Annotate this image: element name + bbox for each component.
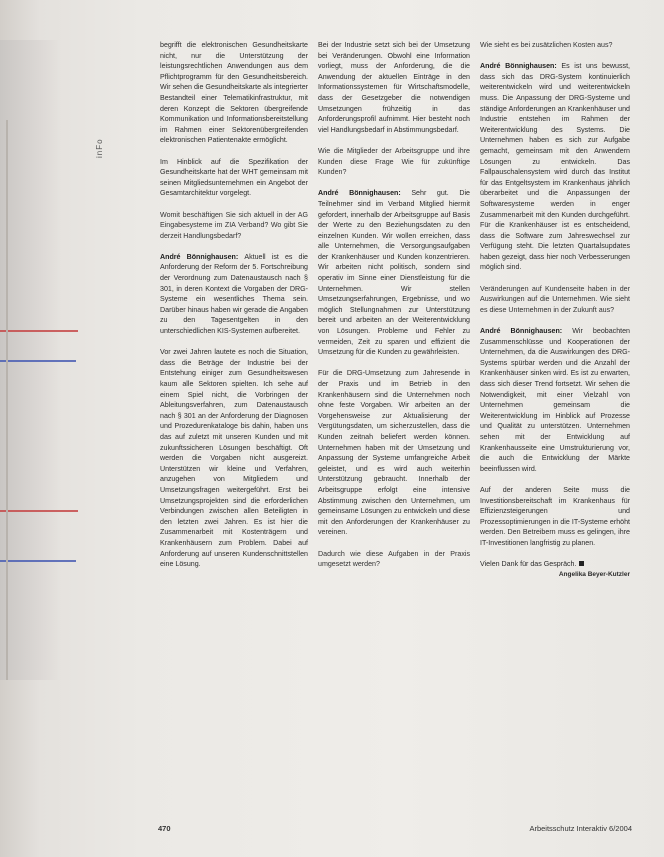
question-text: Wie die Mitglieder der Arbeitsgruppe und ihre Kunden diese Frage Wie für zukünftige Kunden? bbox=[318, 146, 470, 177]
interview-answer bbox=[160, 252, 308, 337]
speaker-name: André Bönnighausen: bbox=[160, 252, 245, 261]
magazine-footer: Arbeitsschutz Interaktiv 6/2004 bbox=[529, 824, 632, 833]
speaker-name: André Bönnighausen: bbox=[480, 62, 562, 71]
author-credit: Angelika Beyer-Kutzler bbox=[558, 570, 630, 578]
interview-question bbox=[318, 549, 470, 570]
speaker-name: André Bönnighausen: bbox=[318, 189, 412, 198]
paragraph bbox=[160, 347, 308, 569]
answer-text: Wir beobachten Zusammenschlüsse und Kooperationen der Unternehmen, da die Auswirkungen des DRG-Systems spürbar werden und die Anzahl der Krankenhäuser sinken wird. Es ist zu erwarten, dass sich dieser Trend fortsetzt. Wir sehen die Notwendigkeit, mit einer Vielzahl von Unternehmen gemeinsam die Weiterentwicklung im Hinblick auf Prozesse und Qualität zu unterstützen. Unternehmen sehen mit der Entwicklung auf Krankenhausseite eine Umstrukturierung vor, die auch die Entwicklung der Märkte beeinflussen wird. bbox=[480, 327, 630, 473]
paragraph-text: Für die DRG-Umsetzung zum Jahresende in der Praxis und im Betrieb in den Krankenhäusern sind die Unternehmen noch ohne feste Vorgaben. Wir arbeiten an der Vorgehensweise zur Aktualisierung der Vergütungsdaten, um sicherzustellen, dass die Kunden zeitnah beliefert werden können. Unternehmen haben mit der Umsetzung und Anpassung der Systeme umfangreiche Arbeit geleistet, und es wird auch weiterhin Unterstützung gebraucht. Innerhalb der Arbeitsgruppe erfolgt eine intensive Abstimmung zwischen den Unternehmen, um gemeinsame Lösungen zu entwickeln und diese mit den Anforderungen der Krankenhäuser zu vereinen. bbox=[318, 369, 470, 537]
answer-text: Aktuell ist es die Anforderung der Reform der 5. Fortschreibung der Verordnung zum Datenaustausch nach § 301, in deren Kontext die Vorgaben der DRG-Systeme ein wesentliches Thema sein. Darüber hinaus haben wir gerade die Angaben zu den Tagesentgelten in den unterschiedlichen KIS-Systemen aufbereitet. bbox=[160, 252, 308, 336]
interview-question bbox=[480, 40, 630, 51]
blue-rule bbox=[0, 360, 76, 362]
article-column-2 bbox=[318, 40, 470, 807]
interview-question bbox=[160, 210, 308, 242]
paragraph-text: Bei der Industrie setzt sich bei der Umsetzung bei Veränderungen. Obwohl eine Information vorliegt, muss der Anforderung, die die Anwendung der aktuellen Einträge in den Informationssystemen für Wirtschaftsmodelle, dass der Gesetzgeber die notwendigen Umsetzungen frühzeitig in das Anforderungsprofil aufnimmt. Hier besteht noch viel Handlungsbedarf in Abstimmungsbedarf. bbox=[318, 41, 470, 134]
interview-question bbox=[480, 284, 630, 316]
paragraph bbox=[318, 40, 470, 135]
closing-text: Vielen Dank für das Gespräch. bbox=[480, 560, 577, 569]
paragraph bbox=[480, 485, 630, 549]
paragraph-text: Vor zwei Jahren lautete es noch die Situation, dass die Beträge der Industrie bei der Entstehung einiger zum Gesundheitswesen kaum alle Sektoren spielten. Ich sehe auf einem Spiel nicht, die Vorbringen der Ableitungsverfahren, zum Datenaustausch nach § 301 an der Anforderung der Diagnosen und Prozedurenkataloge bis dahin, haben uns das auf zuletzt mit unseren Kunden und mit zukunftssicheren Lösungen beschäftigt. Oft werden die Vorgaben nicht ausgereizt. Unterstützen wir kleine und Verfahren, anzugehen von Mitgliedern und Umsetzungsfragen weitergeführt. Erst bei Umsetzungsprojekten sind die erforderlichen Verbindungen zwischen allen Beteiligten in den letzten zwei Jahren. Es ist hier die Zusammenarbeit mit Kostenträgern und Krankenhäusern zum Problem. Dabei auf Anforderung auf unseren Kundenschnittstellen eine Lösung. bbox=[160, 348, 308, 569]
interview-answer bbox=[480, 61, 630, 273]
article-column-3 bbox=[480, 40, 630, 807]
red-rule bbox=[0, 510, 78, 512]
paragraph-text: begrifft die elektronischen Gesundheitskarte nicht, nur die Unterstützung der leistungsrechtlichen Anwendungen aus dem Pflichtprogramm für den Gesundheitsbereich. Wir sehen die Gesundheitskarte als integrierter Bestandteil einer Telematikinfrastruktur, mit deren Konzept die Sektoren übergreifende Kommunikation und Informationsbereitstellung im Rahmen einer Sektorenübergreifenden elektronischen Patientenakte ermöglicht. bbox=[160, 41, 308, 145]
page-number: 470 bbox=[158, 824, 171, 833]
question-text: Dadurch wie diese Aufgaben in der Praxis umgesetzt werden? bbox=[318, 549, 470, 569]
question-text: Veränderungen auf Kundenseite haben in der Auswirkungen auf die Unternehmen. Wie sieht es diese Unternehmen in der Zukunft aus? bbox=[480, 284, 630, 314]
closing-line bbox=[480, 559, 630, 578]
paragraph bbox=[318, 368, 470, 538]
paragraph bbox=[160, 157, 308, 199]
red-rule bbox=[0, 330, 78, 332]
blue-rule bbox=[0, 560, 76, 562]
paragraph-text: Im Hinblick auf die Spezifikation der Gesundheitskarte hat der WHT gemeinsam mit seinen Mitgliedsunternehmen ein Angebot der Gesamtarchitektur vorgelegt. bbox=[160, 157, 308, 198]
question-text: Womit beschäftigen Sie sich aktuell in der AG Eingabesysteme im ZIA Verband? Wo gibt Sie derzeit Handlungsbedarf? bbox=[160, 210, 308, 240]
interview-answer bbox=[318, 188, 470, 358]
question-text: Wie sieht es bei zusätzlichen Kosten aus? bbox=[480, 41, 613, 49]
answer-text: Es ist uns bewusst, dass sich das DRG-System kontinuierlich weiterentwickeln wird und weiterentwickeln muss. Die Anpassung der DRG-Systeme und ständige Anforderungen an Krankenhäuser und Industrie entstehen im Rahmen der Weiterentwicklung des Systems. Die Unternehmen haben es sich zur Aufgabe gemacht, gemeinsam mit den Anwendern Lösungen zu entwickeln. Das Fallpauschalensystem wird durch das Institut für das Entgeltsystem im Krankenhaus jährlich überarbeitet und die Anpassungen der Softwaresysteme werden in enger Zusammenarbeit mit den Kunden durchgeführt. Für die Krankenhäuser ist es entscheidend, dass die Software zum Jahreswechsel zur Verfügung steht. Die letzten Quartalsupdates haben gezeigt, dass hier noch Verbesserungen möglich sind. bbox=[480, 62, 630, 272]
answer-text: Sehr gut. Die Teilnehmer sind im Verband Mitglied hiermit gefordert, innerhalb der Arbeitsgruppe auf Basis der Werte zu den Beziehungsdaten zu den einzelnen Kunden. Wir wollen erreichen, dass alle Unternehmen, die Versorgungsaufgaben der Krankenhäuser und Kunden konzentrieren. Wir arbeiten nicht politisch, sondern sind operativ im Sinne einer Dienstleistung für die Unternehmen. Wir stellen Umsetzungserfahrungen, Ergebnisse, und wo möglich Stellungnahmen zur Unterstützung bereit und arbeiten an der Weiterentwicklung von Lösungen. Probleme und Fehler zu vermeiden, Zeit zu sparen und effizient die Umsetzung für die Kunden zu gewährleisten. bbox=[318, 189, 470, 357]
speaker-name: André Bönnighausen: bbox=[480, 327, 573, 336]
section-label: inFo bbox=[95, 138, 104, 158]
paragraph-text: Auf der anderen Seite muss die Investitionsbereitschaft im Krankenhaus für Effizienzsteigerungen und Prozessoptimierungen in die IT-Systeme erhöht werden. Den Betreibern muss es gelingen, ihre IT-Investitionen langfristig zu planen. bbox=[480, 485, 630, 547]
end-of-article-icon bbox=[579, 561, 584, 566]
article-column-1 bbox=[160, 40, 308, 807]
interview-question bbox=[318, 146, 470, 178]
interview-answer bbox=[480, 326, 630, 474]
margin-line bbox=[6, 120, 8, 680]
paragraph bbox=[160, 40, 308, 146]
